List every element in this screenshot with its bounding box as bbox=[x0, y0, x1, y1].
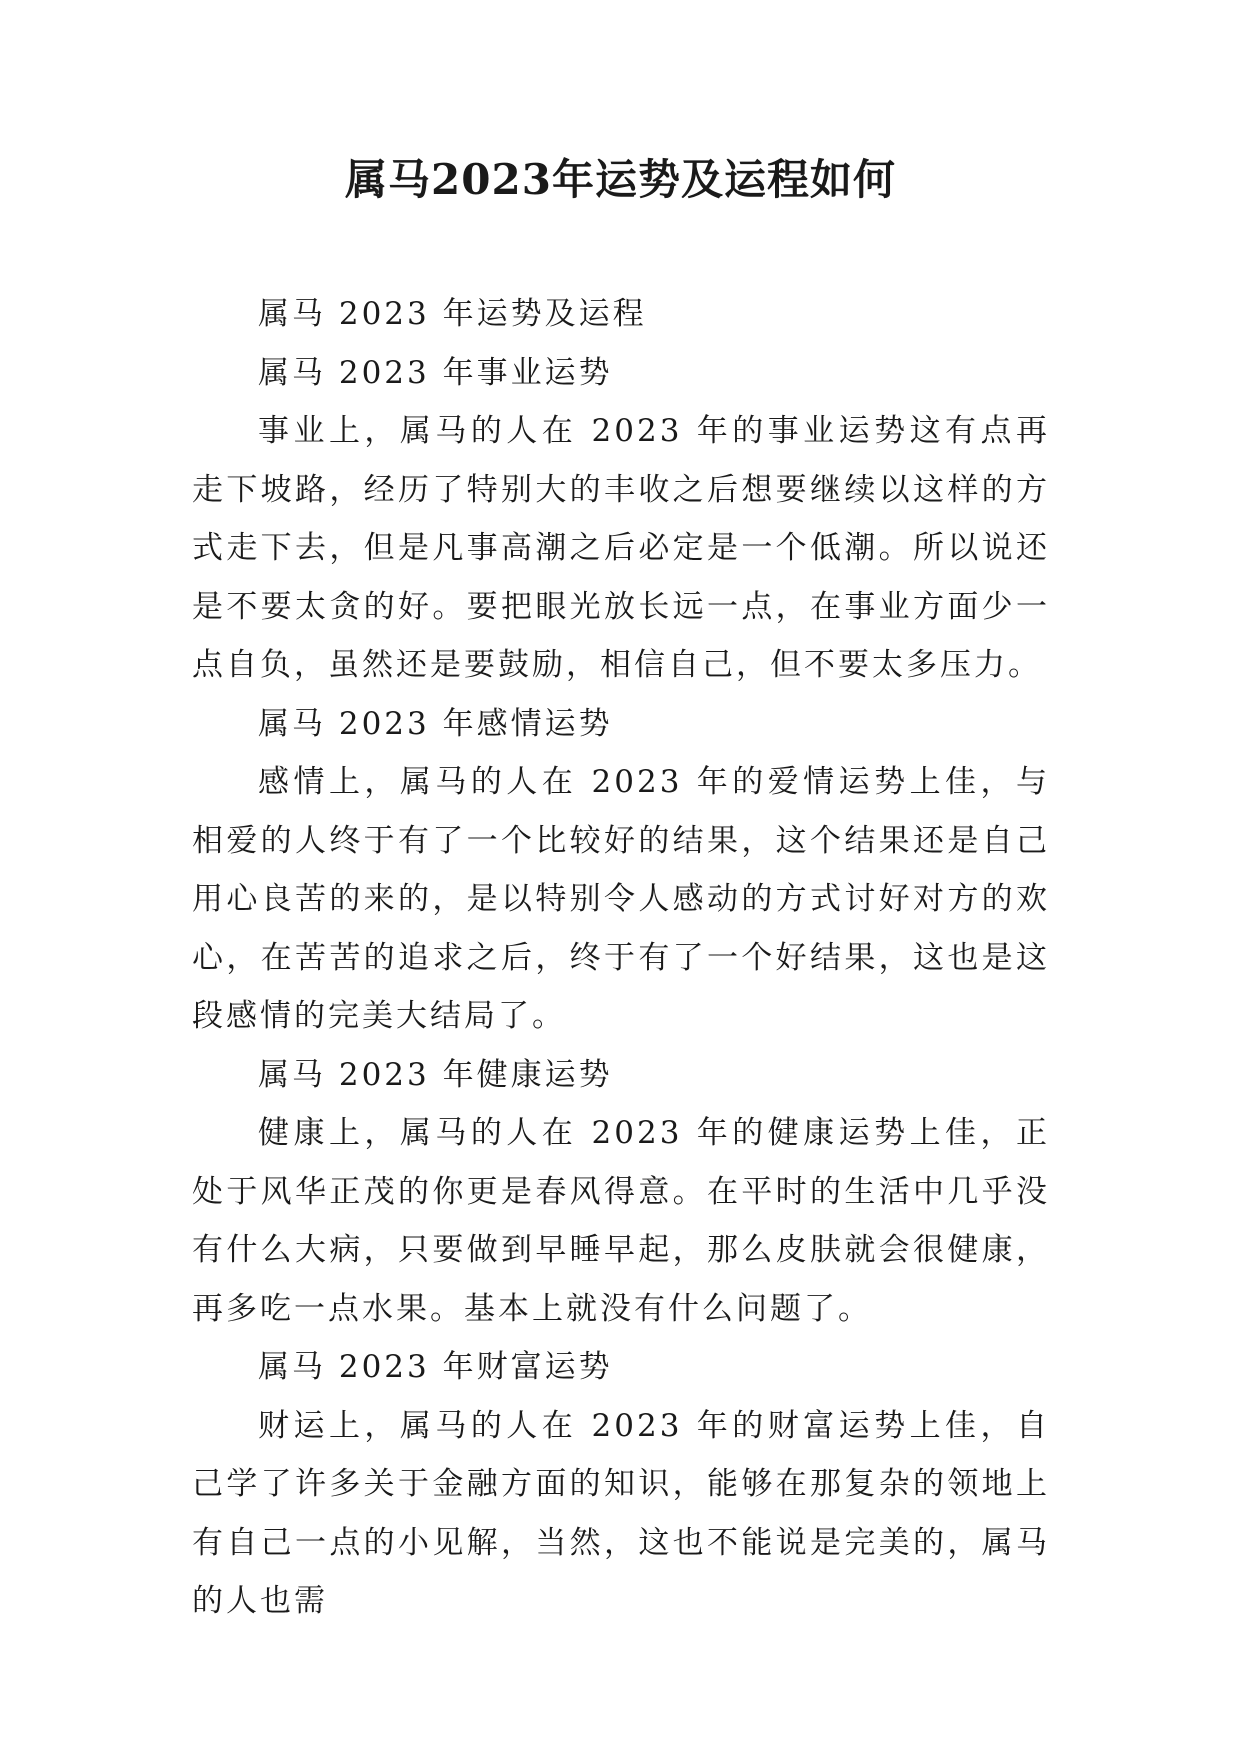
subheading-health: 属马 2023 年健康运势 bbox=[258, 1056, 613, 1093]
subheading-overview: 属马 2023 年运势及运程 bbox=[258, 296, 647, 332]
paragraph-health: 健康上，属马的人在 2023 年的健康运势上佳，正处于风华正茂的你更是春风得意。在平时的生活中几乎没有什么大病，只要做到早睡早起，那么皮肤就会很健康，再多吃一点水果。基本上就没有什么问题了。 bbox=[192, 1115, 1050, 1327]
paragraph-career: 事业上，属马的人在 2023 年的事业运势这有点再走下坡路，经历了特别大的丰收之后想要继续以这样的方式走下去，但是凡事高潮之后必定是一个低潮。所以说还是不要太贪的好。要把眼光放长远一点，在事业方面少一点自负，虽然还是要鼓励，相信自己，但不要太多压力。 bbox=[192, 413, 1050, 683]
subheading-wealth: 属马 2023 年财富运势 bbox=[258, 1349, 613, 1385]
document-title: 属马2023年运势及运程如何 bbox=[345, 155, 896, 204]
paragraph-love: 感情上，属马的人在 2023 年的爱情运势上佳，与相爱的人终于有了一个比较好的结果，这个结果还是自己用心良苦的来的，是以特别令人感动的方式讨好对方的欢心，在苦苦的追求之后，终于有了一个好结果，这也是这段感情的完美大结局了。 bbox=[192, 764, 1050, 1034]
document-body bbox=[192, 285, 1050, 1631]
subheading-love: 属马 2023 年感情运势 bbox=[258, 705, 613, 742]
subheading-career: 属马 2023 年事业运势 bbox=[258, 354, 613, 391]
paragraph-wealth: 财运上，属马的人在 2023 年的财富运势上佳，自己学了许多关于金融方面的知识，能够在那复杂的领地上有自己一点的小见解，当然，这也不能说是完美的，属马的人也需 bbox=[192, 1407, 1050, 1619]
